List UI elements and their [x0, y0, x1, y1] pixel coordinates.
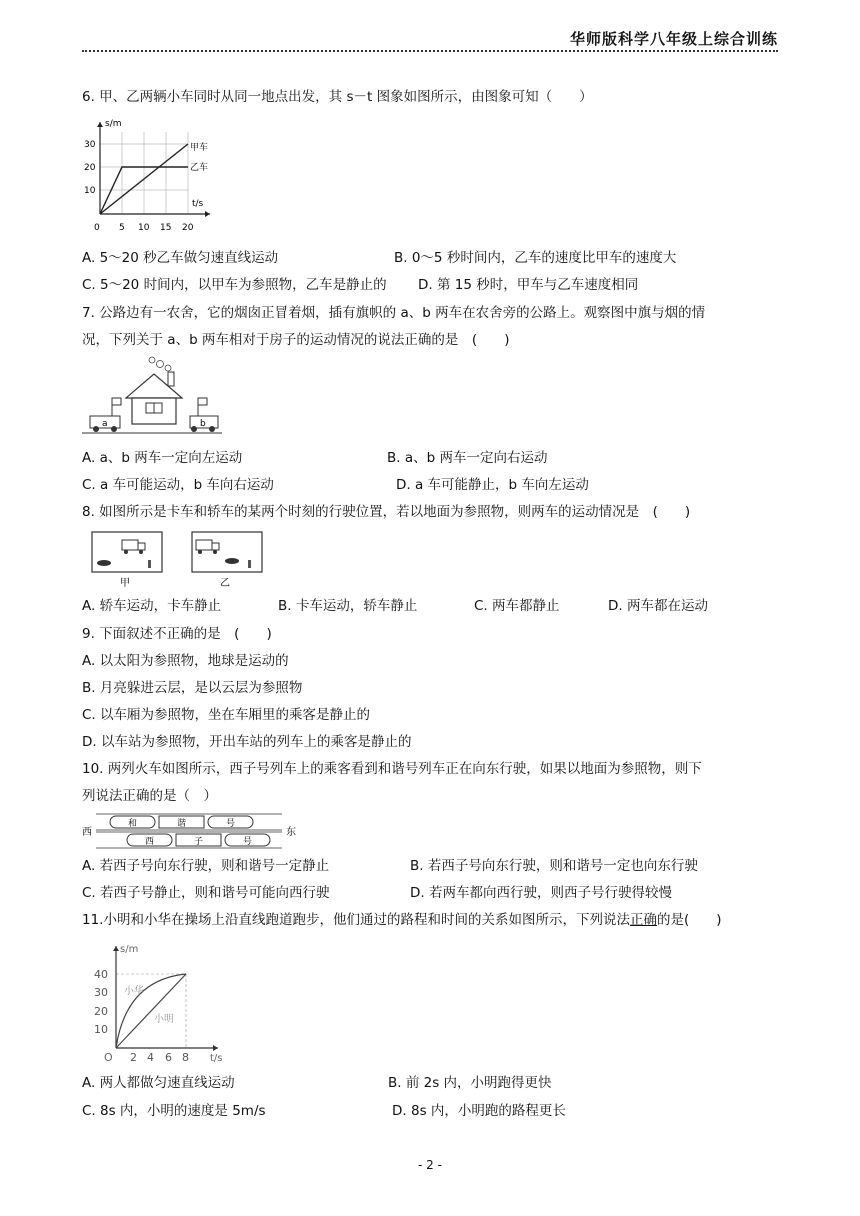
- q8-label-yi: 乙: [220, 578, 230, 589]
- q10-stem-line2: 列说法正确的是（ ）: [82, 788, 217, 804]
- q11-ytick: 10: [94, 1023, 108, 1036]
- q6-xtick: 10: [138, 223, 150, 233]
- q7-option-b: B. a、b 两车一定向右运动: [387, 450, 548, 466]
- q8-option-b: B. 卡车运动，轿车静止: [278, 598, 418, 614]
- q8-truck-car-figure: [88, 530, 278, 590]
- q11-ytick: 20: [94, 1005, 108, 1018]
- q10-west-label: 西: [82, 827, 92, 838]
- q8-option-c: C. 两车都静止: [474, 598, 560, 614]
- q6-ytick: 10: [84, 186, 96, 196]
- q11-xlabel: t/s: [210, 1053, 223, 1064]
- q10-trains-figure: [82, 810, 302, 852]
- q10-option-c: C. 若西子号静止，则和谐号可能向西行驶: [82, 885, 330, 901]
- q6-xtick: 5: [119, 223, 125, 233]
- q9-option-a: A. 以太阳为参照物，地球是运动的: [82, 653, 289, 669]
- q11-ytick: 30: [94, 986, 108, 999]
- q7-option-d: D. a 车可能静止，b 车向左运动: [396, 477, 589, 493]
- q11-option-c: C. 8s 内，小明的速度是 5m/s: [82, 1103, 266, 1119]
- q10-train1-char: 号: [226, 819, 236, 829]
- q11-label-ming: 小明: [154, 1014, 174, 1025]
- q7-label-b: b: [200, 419, 206, 429]
- q11-xtick: 8: [182, 1051, 189, 1064]
- q6-legend-yi: 乙车: [190, 163, 209, 173]
- q11-stem: [82, 911, 722, 929]
- q11-stem-key: 正确: [629, 912, 657, 928]
- q11-stem-post: 的是( ): [656, 912, 722, 928]
- q7-farmhouse-figure: [82, 354, 222, 438]
- q10-east-label: 东: [286, 827, 296, 838]
- q11-option-a: A. 两人都做匀速直线运动: [82, 1075, 235, 1091]
- q6-option-b: B. 0～5 秒时间内，乙车的速度比甲车的速度大: [394, 250, 677, 266]
- q11-label-hua: 小华: [124, 986, 144, 997]
- q6-st-graph: [80, 114, 220, 234]
- q10-train2-char: 西: [145, 837, 155, 847]
- q6-xtick: 0: [94, 223, 100, 233]
- q10-train1-char: 和: [128, 819, 138, 829]
- q11-ylabel: s/m: [120, 944, 139, 955]
- q7-stem-line1: 7. 公路边有一农舍，它的烟囱正冒着烟，插有旗帜的 a、b 两车在农舍旁的公路上。观察图中旗与烟的情: [82, 305, 706, 321]
- page-number: - 2 -: [418, 1158, 442, 1172]
- q11-option-b: B. 前 2s 内，小明跑得更快: [388, 1075, 552, 1091]
- q8-stem: 8. 如图所示是卡车和轿车的某两个时刻的行驶位置，若以地面为参照物，则两车的运动情况是 ( ): [82, 504, 691, 520]
- q9-stem: 9. 下面叙述不正确的是 ( ): [82, 626, 272, 642]
- q11-origin: O: [104, 1051, 113, 1064]
- q11-xtick: 4: [147, 1051, 154, 1064]
- q10-train1-char: 谐: [177, 819, 187, 829]
- q6-ylabel: s/m: [105, 119, 122, 129]
- q6-xlabel: t/s: [192, 199, 204, 209]
- q6-xtick: 20: [182, 223, 194, 233]
- q10-stem-line1: 10. 两列火车如图所示，西子号列车上的乘客看到和谐号列车正在向东行驶，如果以地面为参照物，则下: [82, 761, 702, 777]
- q11-stem-pre: 11.小明和小华在操场上沿直线跑道跑步，他们通过的路程和时间的关系如图所示，下列说法: [82, 912, 630, 928]
- q9-option-b: B. 月亮躲进云层，是以云层为参照物: [82, 680, 303, 696]
- q11-st-graph: [86, 940, 236, 1064]
- q6-ytick: 30: [84, 140, 96, 150]
- q11-xtick: 2: [130, 1051, 137, 1064]
- q6-xtick: 15: [160, 223, 172, 233]
- q7-label-a: a: [102, 419, 108, 429]
- header-title: 华师版科学八年级上综合训练: [569, 30, 778, 48]
- q8-option-d: D. 两车都在运动: [608, 598, 708, 614]
- q10-option-d: D. 若两车都向西行驶，则西子号行驶得较慢: [410, 885, 672, 901]
- q6-option-d: D. 第 15 秒时，甲车与乙车速度相同: [418, 277, 639, 293]
- q7-stem-line2: 况，下列关于 a、b 两车相对于房子的运动情况的说法正确的是 ( ): [82, 332, 510, 348]
- q7-option-c: C. a 车可能运动，b 车向右运动: [82, 477, 274, 493]
- q6-ytick: 20: [84, 163, 96, 173]
- q9-option-c: C. 以车厢为参照物，坐在车厢里的乘客是静止的: [82, 707, 371, 723]
- q11-option-d: D. 8s 内，小明跑的路程更长: [392, 1103, 566, 1119]
- q10-train2-char: 号: [243, 837, 253, 847]
- q11-xtick: 6: [165, 1051, 172, 1064]
- q10-option-b: B. 若西子号向东行驶，则和谐号一定也向东行驶: [410, 858, 698, 874]
- q9-option-d: D. 以车站为参照物，开出车站的列车上的乘客是静止的: [82, 734, 412, 750]
- header-divider: [82, 50, 778, 52]
- q8-label-jia: 甲: [120, 578, 130, 589]
- q6-option-a: A. 5～20 秒乙车做匀速直线运动: [82, 250, 279, 266]
- q11-ytick: 40: [94, 968, 108, 981]
- q6-option-c: C. 5～20 时间内，以甲车为参照物，乙车是静止的: [82, 277, 387, 293]
- q7-option-a: A. a、b 两车一定向左运动: [82, 450, 243, 466]
- q8-option-a: A. 轿车运动，卡车静止: [82, 598, 222, 614]
- q10-option-a: A. 若西子号向东行驶，则和谐号一定静止: [82, 858, 330, 874]
- q6-stem: 6. 甲、乙两辆小车同时从同一地点出发，其 s－t 图象如图所示，由图象可知（ ）: [82, 89, 593, 105]
- page-header: [82, 28, 778, 52]
- q6-legend-jia: 甲车: [190, 143, 209, 153]
- q10-train2-char: 子: [194, 837, 204, 847]
